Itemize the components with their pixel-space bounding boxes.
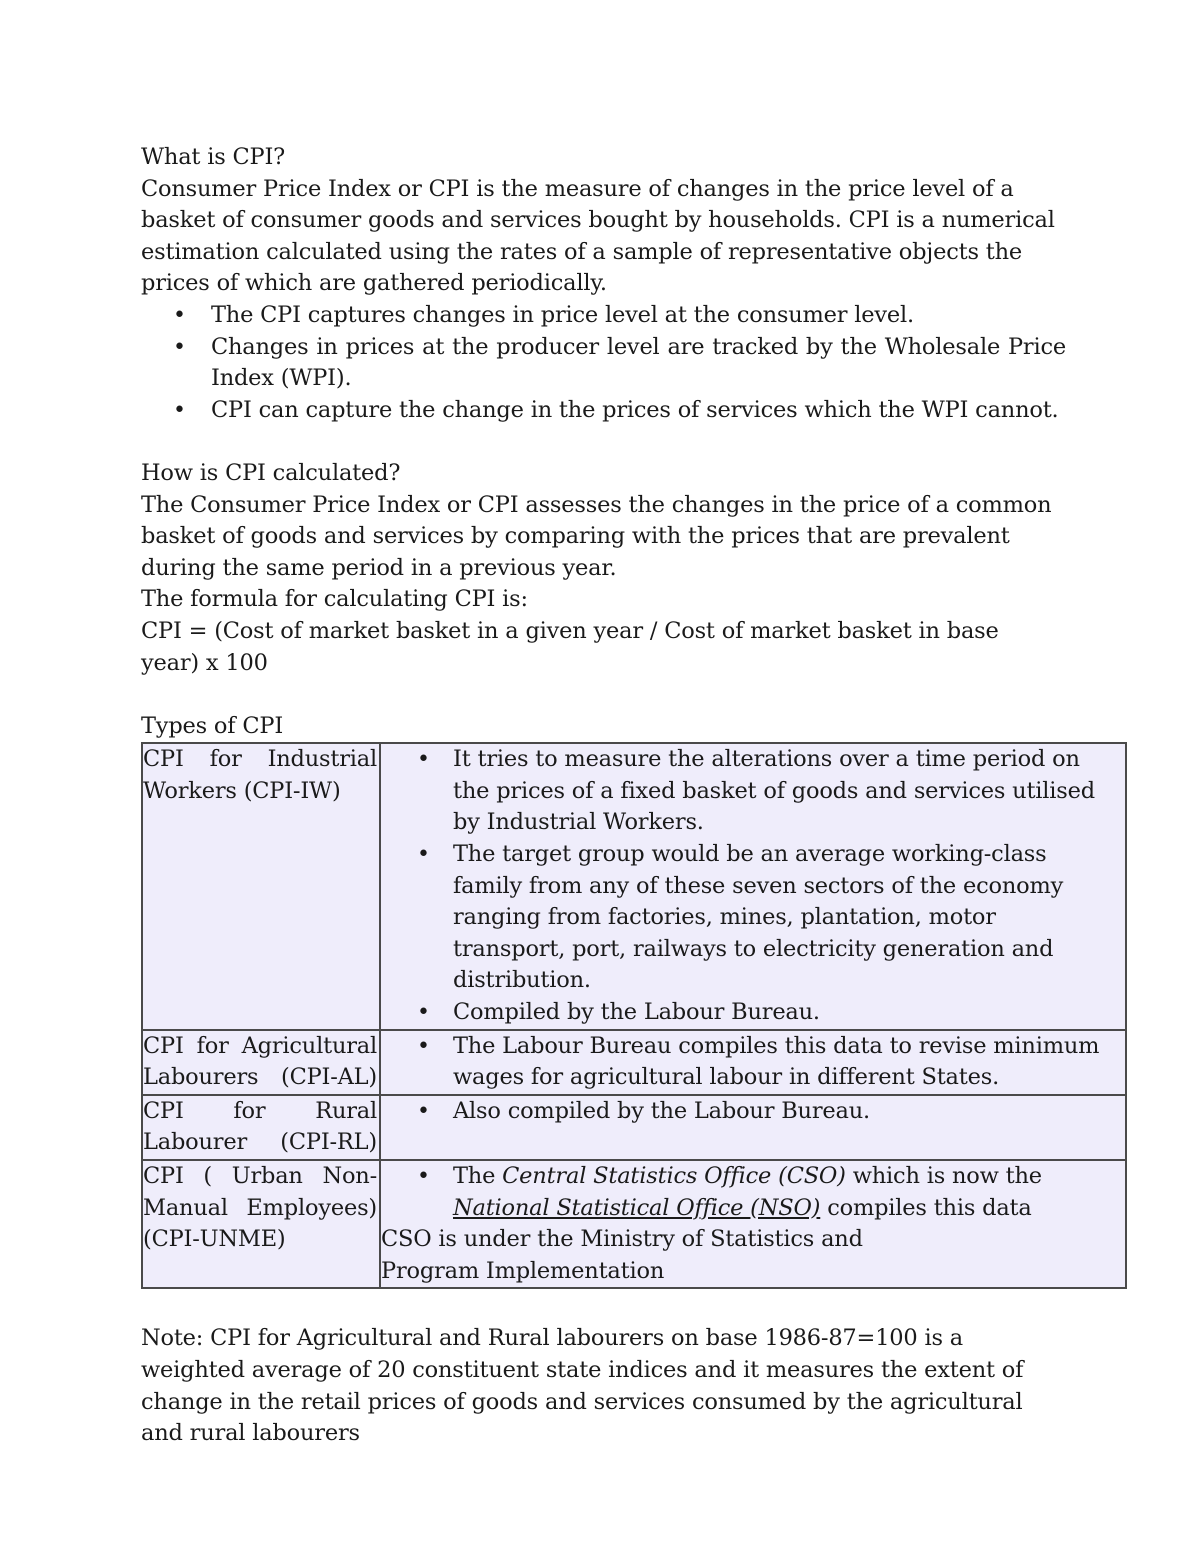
cpi-types-table — [141, 742, 1127, 1289]
table-cell-description — [380, 1160, 1126, 1288]
table-row — [142, 1030, 1126, 1095]
table-cell-label: CPI for Industrial Workers (CPI-IW) — [142, 743, 380, 1029]
list-item: • It tries to measure the alterations over a time period on the prices of a fixed basket of goods and services utilised by Industrial Workers. — [381, 744, 1111, 839]
list-item: • CPI can capture the change in the prices of services which the WPI cannot. — [141, 395, 1126, 427]
note-paragraph: Note: CPI for Agricultural and Rural labourers on base 1986-87=100 is a weighted average of 20 constituent state indices and it measures the extent of change in the retail prices of goods and services consumed by the agricultural and rural labourers — [141, 1325, 1024, 1447]
text-run: The — [453, 1163, 503, 1189]
list-item: • Also compiled by the Labour Bureau. — [381, 1096, 1111, 1128]
table-cell-label: CPI for Rural Labourer (CPI-RL) — [142, 1095, 380, 1160]
table-row — [142, 1095, 1126, 1160]
document-page — [141, 142, 1126, 1450]
table-cell-label: CPI for Agricultural Labourers (CPI-AL) — [142, 1030, 380, 1095]
calculation-paragraph: The Consumer Price Index or CPI assesses the changes in the price of a common basket of goods and services by comparing with the prices that are prevalent during the same period in a previous year. — [141, 491, 1052, 581]
formula-intro: The formula for calculating CPI is: — [141, 586, 528, 613]
list-item — [381, 1161, 1111, 1224]
list-item: • Changes in prices at the producer level are tracked by the Wholesale Price Index (WPI). — [141, 332, 1126, 395]
cso-link-text: Central Statistics Office (CSO) — [502, 1163, 846, 1189]
table-row — [142, 743, 1126, 1029]
heading-how-is-cpi-calculated: How is CPI calculated? — [141, 459, 401, 486]
list-item: • The target group would be an average working-class family from any of these seven sectors of the economy ranging from factories, mines, plantation, motor transport, port, railways to electricity generation and distribution. — [381, 839, 1111, 997]
table-cell-label: CPI ( Urban Non-Manual Employees) (CPI-UNME) — [142, 1160, 380, 1288]
table-cell-description — [380, 1030, 1126, 1095]
nso-link[interactable]: National Statistical Office (NSO) — [453, 1194, 821, 1221]
table-cell-description — [380, 1095, 1126, 1160]
formula: CPI = (Cost of market basket in a given year / Cost of market basket in base year) x 100 — [141, 617, 999, 676]
cpi-bullet-list — [141, 300, 1126, 426]
list-item: • The CPI captures changes in price level at the consumer level. — [141, 300, 1126, 332]
text-run: compiles this data — [820, 1194, 1032, 1221]
table-row — [142, 1160, 1126, 1288]
cso-ministry-note: CSO is under the Ministry of Statistics and Program Implementation — [381, 1226, 863, 1284]
list-item: • Compiled by the Labour Bureau. — [381, 997, 1111, 1029]
heading-types-of-cpi: Types of CPI — [141, 712, 284, 739]
text-run: which is now the — [845, 1163, 1042, 1189]
table-cell-description — [380, 743, 1126, 1029]
cpi-definition-paragraph: Consumer Price Index or CPI is the measure of changes in the price level of a basket of consumer goods and services bought by households. CPI is a numerical estimation calculated using the rates of a sample of representative objects the prices of which are gathered periodically. — [141, 175, 1055, 297]
list-item: • The Labour Bureau compiles this data to revise minimum wages for agricultural labour in different States. — [381, 1031, 1111, 1094]
heading-what-is-cpi: What is CPI? — [141, 144, 286, 170]
